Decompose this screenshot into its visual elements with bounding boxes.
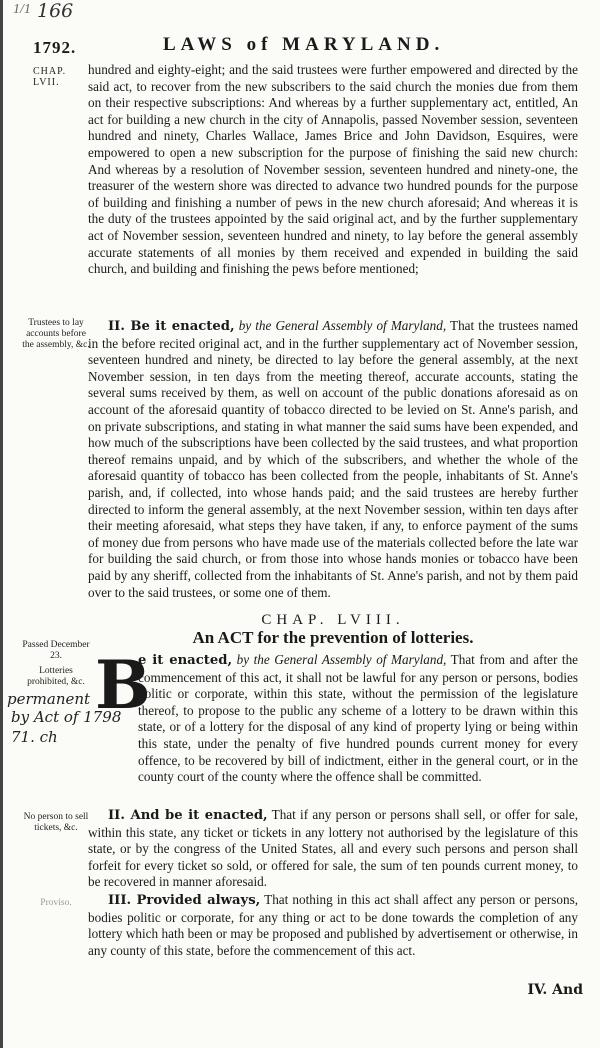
handwritten-annotation-1: permanent — [7, 690, 91, 708]
margin-note-trustees: Trustees to lay accounts before the assembly, &c. — [22, 318, 90, 350]
year: 1792. — [33, 38, 77, 57]
lottery-section-2-text: That if any person or persons shall sell, or offer for sale, within this state, any ticket or tickets in any lottery not authorised by the legislature of this state, or by the congress of the United States, all and every such persons and person shall forfeit for every ticket so sold, or offered for sale, the sum of ten pounds current money, to be recovered in manner aforesaid. — [88, 807, 578, 890]
lottery-section-1-text: That from and after the commencement of this act, it shall not be lawful for any person or persons, bodies politic or corporate, within this state, without the permission of the legislature thereof, to propose to the public any scheme of a lottery to be drawn within this state, or of a lottery for the disposal of any kind of property lying or being within this state, under the penalty of five hundred pounds current money for every offence, to be recovered by bill of indictment, either in the general court, or in the county court of the county where the offence shall be committed. — [138, 652, 579, 785]
margin-note-passed: Passed December 23. — [22, 640, 90, 661]
margin-note-proviso: Proviso. — [40, 898, 72, 908]
proviso-text: That nothing in this act shall affect any person or persons, bodies politic or corporate, for any thing or act to be done towards the completion of any lottery which hath been or may be proposed and published by advertisement or otherwise, in any county of this state, before the commencement of this act. — [88, 892, 579, 958]
paragraph-lottery-section-1 — [138, 652, 578, 786]
enactment-authority-2: by the General Assembly of Maryland, — [236, 652, 447, 667]
handwritten-annotation-2: by Act of 1798 — [11, 708, 122, 726]
handwritten-mark: 1/1 — [13, 2, 31, 17]
catchword: IV. And — [527, 982, 583, 998]
running-title: LAWS of MARYLAND. — [163, 34, 445, 55]
enactment-lead-3: II. And be it enacted, — [108, 808, 268, 823]
margin-note-no-person: No person to sell tickets, &c. — [23, 812, 89, 833]
paragraph-lottery-section-2 — [88, 807, 578, 891]
paragraph-proviso — [88, 892, 578, 959]
margin-note-lotteries: Lotteries prohibited, &c. — [27, 666, 85, 687]
paragraph-preamble: hundred and eighty-eight; and the said trustees were further empowered and directed by the said act, to recover from the new subscribers to the said church the monies due from them on their respective subscriptions: And whereas by a further supplementary act, entitled, An act for building a new church in the city of Annapolis, passed November session, seventeen hundred and ninety, Charles Wallace, James Brice and John Davidson, Esquires, were empowered to open a new subscription for the purpose of finishing the said new church: And whereas by a resolution of November session, seventeen hundred and ninety-one, the treasurer of the western shore was directed to advance two hundred pounds for the purpose of building and finishing a number of pews in the new church aforesaid; And whereas it is the duty of the trustees appointed by the said original act, and by the further supplementary act of November session, seventeen hundred and ninety, to lay before the general assembly accurate statements of all monies by them received and expended in building the said church, and building and finishing the pews before mentioned; — [88, 62, 578, 277]
enactment-authority: by the General Assembly of Maryland, — [238, 318, 447, 333]
section-2-text: That the trustees named in the before recited original act, and in the further supplementary act of November session, seventeen hundred and ninety, be directed to lay before the general assembly, at the next November session, in ten days from the meeting thereof, accurate accounts, stating the several sums received by them, as well on account of the public donations aforesaid as on account of the aforesaid quantity of tobacco directed to be levied on St. Anne's parish, and on private subscriptions, and stating in what manner the said sums have been expended, and how much of the subscriptions have been collected by the said trustees, and what proportion thereof remains unpaid, and by which of the subscribers, and whether the whole of the aforesaid quantity of tobacco has been collected from the people, inhabitants of St. Anne's parish, and, if collected, into whose hands paid; and the said trustees are hereby further directed to inform the general assembly, at the next November session, within ten days after their meeting aforesaid, what steps they have taken, if any, to enforce payment of the sums of money due from persons who have made use of the materials collected before the late war for building the said church, or from those into whose hands monies or tobacco have been paid by any sheriff, collected from the inhabitants of St. Anne's parish, and not by them paid over to the said trustees, or some one of them. — [88, 318, 579, 600]
chapter-margin-label: CHAP. LVII. — [33, 66, 67, 88]
handwritten-annotation-3: 71. ch — [11, 728, 58, 746]
chapter-heading: CHAP. LVIII. — [261, 612, 405, 628]
handwritten-page-number: 166 — [37, 0, 74, 22]
enactment-lead: II. Be it enacted, — [108, 319, 235, 334]
paragraph-section-2 — [88, 318, 578, 601]
drop-cap: B — [95, 646, 151, 724]
proviso-lead: III. Provided always, — [108, 893, 261, 908]
act-title: An ACT for the prevention of lotteries. — [192, 628, 474, 647]
enactment-lead-2: e it enacted, — [138, 653, 233, 668]
